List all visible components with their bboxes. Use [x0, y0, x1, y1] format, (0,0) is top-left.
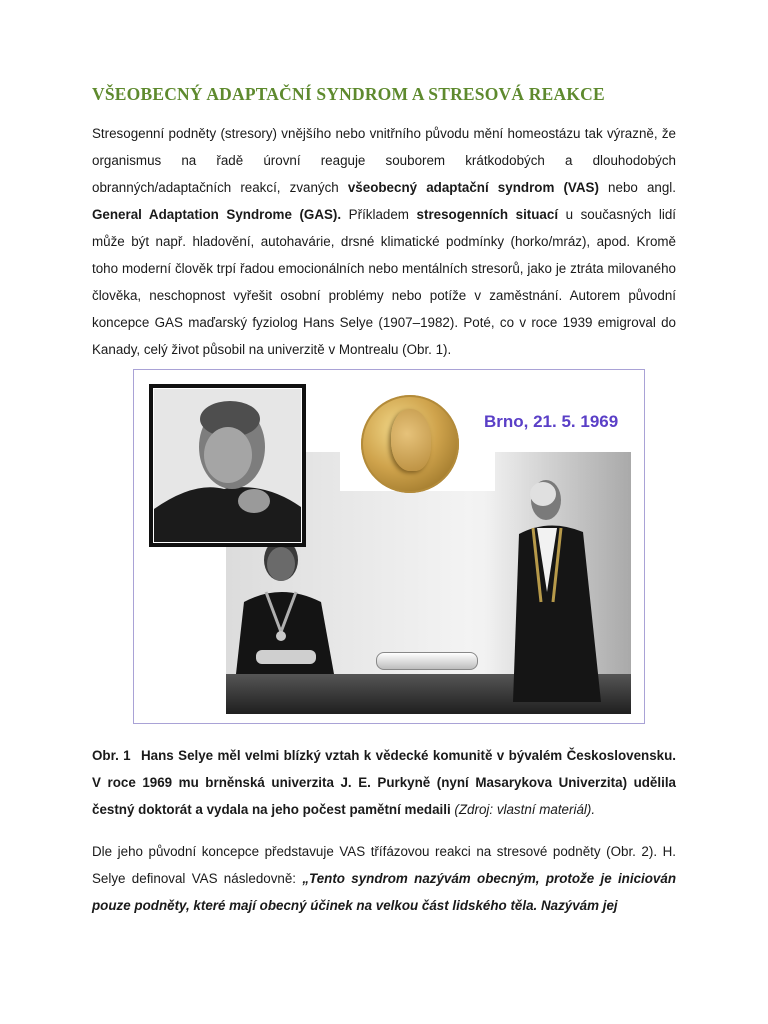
page-title: VŠEOBECNÝ ADAPTAČNÍ SYNDROM A STRESOVÁ REAKCE — [92, 84, 605, 104]
intro-paragraph — [92, 120, 676, 363]
term-stress-situations: stresogenních situací — [416, 207, 559, 222]
definition-paragraph — [92, 838, 676, 919]
figure-date-label: Brno, 21. 5. 1969 — [484, 412, 619, 431]
portrait-figure — [154, 389, 301, 542]
portrait-photo — [149, 384, 306, 547]
term-gas: General Adaptation Syndrome (GAS). — [92, 207, 342, 222]
standing-man-figure — [491, 472, 626, 702]
figure-number: Obr. 1 — [92, 748, 131, 763]
intro-text-3: Příkladem — [341, 207, 417, 222]
caption-text: Hans Selye měl velmi blízký vztah k vědecké komunitě v bývalém Československu. V roce 1969 mu brněnská univerzita J. E. Purkyně (nyní Masarykova Univerzita) udělila čestný doktorát a vydala na jeho počest pamětní medaili — [92, 748, 676, 817]
seated-man-figure — [226, 532, 346, 674]
definition-text: Dle jeho původní koncepce představuje VAS třífázovou reakci na stresové podněty (Obr. 2). H. Selye definoval VAS následovně: — [92, 844, 676, 886]
term-vas: všeobecný adaptační syndrom (VAS) — [347, 180, 599, 195]
diploma-scroll — [376, 652, 478, 670]
caption-source: (Zdroj: vlastní materiál). — [454, 802, 596, 817]
commemorative-medal — [361, 395, 459, 493]
intro-text-4: u současných lidí může být např. hladovění, autohavárie, drsné klimatické podmínky (horko/mráz), apod. Kromě toho moderní člověk trpí řadou emocionálních nebo mentálních stresorů, jako je ztráta milovaného člověka, neschopnost vyřešit osobní problémy nebo potíže v zaměstnání. Autorem původní koncepce GAS maďarský fyziolog Hans Selye (1907–1982). Poté, co v roce 1939 emigroval do Kanady, celý život působil na univerzitě v Montrealu (Obr. 1). — [92, 207, 677, 357]
medal-panel — [340, 378, 495, 491]
figure-1 — [133, 369, 645, 724]
figure-caption — [92, 742, 676, 823]
selye-quote: „Tento syndrom nazývám obecným, protože je iniciován pouze podněty, které mají obecný účinek na velkou část lidského těla. Nazývám jej — [92, 871, 677, 913]
intro-text-1: Stresogenní podněty (stresory) vnějšího nebo vnitřního původu mění homeostázu tak výrazně, že organismus na řadě úrovní reaguje souborem krátkodobých a dlouhodobých obranných/adaptačních reakcí, zvaných — [92, 126, 676, 195]
intro-text-2: nebo angl. — [598, 180, 676, 195]
